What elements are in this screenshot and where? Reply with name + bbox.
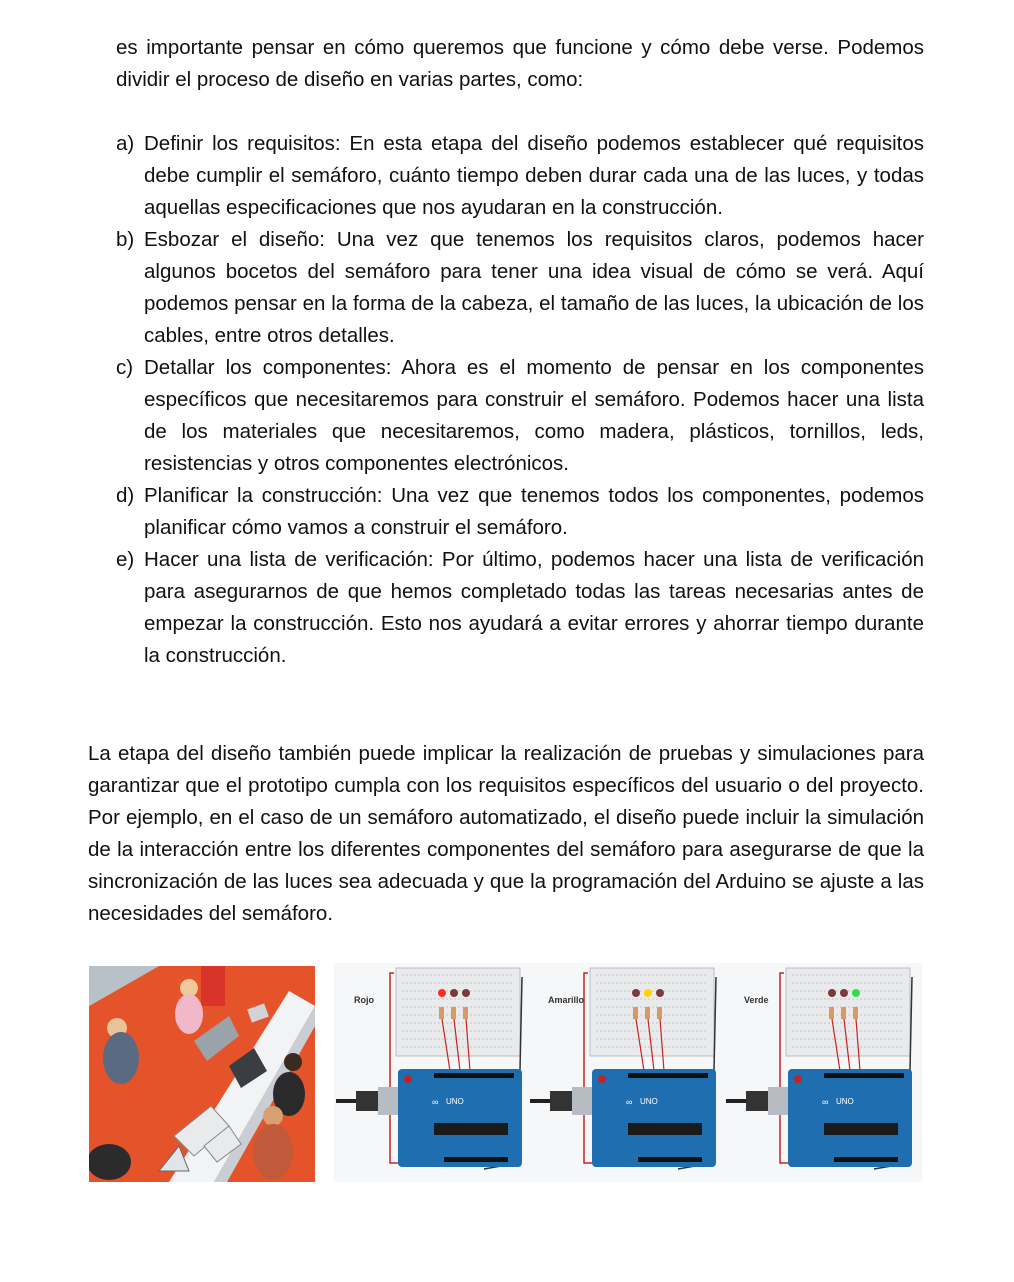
arduino-board xyxy=(398,1069,522,1167)
board-label: UNO xyxy=(836,1097,854,1106)
circuit-label: Rojo xyxy=(354,995,374,1005)
led-yellow xyxy=(644,989,652,997)
list-marker: d) xyxy=(116,484,135,507)
reset-button xyxy=(404,1075,412,1083)
resistor xyxy=(657,1007,662,1019)
led-green xyxy=(852,989,860,997)
person-body xyxy=(253,1124,293,1180)
intro-paragraph: es importante pensar en cómo queremos que funcione y cómo debe verse. Podemos dividir el proceso de diseño en varias partes, como: xyxy=(116,36,924,91)
microcontroller-chip xyxy=(628,1123,702,1135)
resistor xyxy=(463,1007,468,1019)
board-label: UNO xyxy=(446,1097,464,1106)
arduino-board xyxy=(592,1069,716,1167)
circuit-label: Amarillo xyxy=(548,995,585,1005)
usb-cable xyxy=(726,1099,746,1103)
reset-button xyxy=(598,1075,606,1083)
breadboard xyxy=(786,968,910,1056)
infinity-logo: ∞ xyxy=(432,1097,439,1107)
microcontroller-chip xyxy=(824,1123,898,1135)
classroom-scene-drawing xyxy=(89,966,315,1182)
list-marker: c) xyxy=(116,356,134,379)
red-cabinet xyxy=(201,966,225,1006)
usb-port xyxy=(768,1087,790,1115)
arduino-circuits-drawing xyxy=(334,963,922,1182)
design-steps-list xyxy=(116,128,924,672)
usb-cable xyxy=(336,1099,356,1103)
usb-cable xyxy=(530,1099,550,1103)
list-item xyxy=(116,352,924,480)
resistor xyxy=(451,1007,456,1019)
circuit-label: Verde xyxy=(744,995,769,1005)
breadboard xyxy=(396,968,520,1056)
led-red xyxy=(632,989,640,997)
list-marker: e) xyxy=(116,548,135,571)
list-marker: a) xyxy=(116,132,135,155)
header-pins xyxy=(628,1073,708,1078)
led-yellow xyxy=(450,989,458,997)
header-pins xyxy=(638,1157,702,1162)
list-item-text: Planificar la construcción: Una vez que tenemos todos los componentes, podemos planificar cómo vamos a construir el semáforo. xyxy=(144,484,924,539)
arduino-circuits-image xyxy=(334,963,922,1182)
usb-port xyxy=(378,1087,400,1115)
resistor xyxy=(633,1007,638,1019)
led-yellow xyxy=(840,989,848,997)
microcontroller-chip xyxy=(434,1123,508,1135)
header-pins xyxy=(824,1073,904,1078)
led-red xyxy=(828,989,836,997)
board-label: UNO xyxy=(640,1097,658,1106)
header-pins xyxy=(434,1073,514,1078)
person-body xyxy=(103,1032,139,1084)
usb-plug xyxy=(356,1091,378,1111)
infinity-logo: ∞ xyxy=(822,1097,829,1107)
usb-plug xyxy=(550,1091,572,1111)
list-item-text: Esbozar el diseño: Una vez que tenemos los requisitos claros, podemos hacer algunos bocetos del semáforo para tener una idea visual de cómo se verá. Aquí podemos pensar en la forma de la cabeza, el tamaño de las luces, la ubicación de los cables, entre otros detalles. xyxy=(144,228,924,347)
list-item xyxy=(116,544,924,672)
list-item xyxy=(116,128,924,224)
usb-plug xyxy=(746,1091,768,1111)
reset-button xyxy=(794,1075,802,1083)
list-item xyxy=(116,480,924,544)
arduino-board xyxy=(788,1069,912,1167)
list-item-text: Definir los requisitos: En esta etapa del diseño podemos establecer qué requisitos debe cumplir el semáforo, cuánto tiempo deben durar cada una de las luces, y todas aquellas especificaciones que nos ayudaran en la construcción. xyxy=(144,132,924,219)
resistor xyxy=(853,1007,858,1019)
list-marker: b) xyxy=(116,228,135,251)
resistor xyxy=(439,1007,444,1019)
list-item xyxy=(116,224,924,352)
list-item-text: Detallar los componentes: Ahora es el momento de pensar en los componentes específicos que necesitaremos para construir el semáforo. Podemos hacer una lista de los materiales que necesitaremos, como madera, plásticos, tornillos, leds, resistencias y otros componentes electrónicos. xyxy=(144,356,924,475)
led-green xyxy=(656,989,664,997)
led-red xyxy=(438,989,446,997)
led-green xyxy=(462,989,470,997)
list-item-text: Hacer una lista de verificación: Por último, podemos hacer una lista de verificación para asegurarnos de que hemos completado todas las tareas necesarias antes de empezar la construcción. Esto nos ayudará a evitar errores y ahorrar tiempo durante la construcción. xyxy=(144,548,924,667)
resistor xyxy=(841,1007,846,1019)
resistor xyxy=(829,1007,834,1019)
usb-port xyxy=(572,1087,594,1115)
chair-shape xyxy=(89,1144,131,1180)
resistor xyxy=(645,1007,650,1019)
classroom-scene-image xyxy=(89,966,315,1182)
breadboard xyxy=(590,968,714,1056)
closing-paragraph: La etapa del diseño también puede implicar la realización de pruebas y simulaciones para garantizar que el prototipo cumpla con los requisitos específicos del usuario o del proyecto. Por ejemplo, en el caso de un semáforo automatizado, el diseño puede incluir la simulación de la interacción entre los diferentes componentes del semáforo para asegurarse de que la sincronización de las luces sea adecuada y que la programación del Arduino se ajuste a las necesidades del semáforo. xyxy=(88,742,924,925)
infinity-logo: ∞ xyxy=(626,1097,633,1107)
header-pins xyxy=(834,1157,898,1162)
person-body xyxy=(175,994,203,1034)
header-pins xyxy=(444,1157,508,1162)
